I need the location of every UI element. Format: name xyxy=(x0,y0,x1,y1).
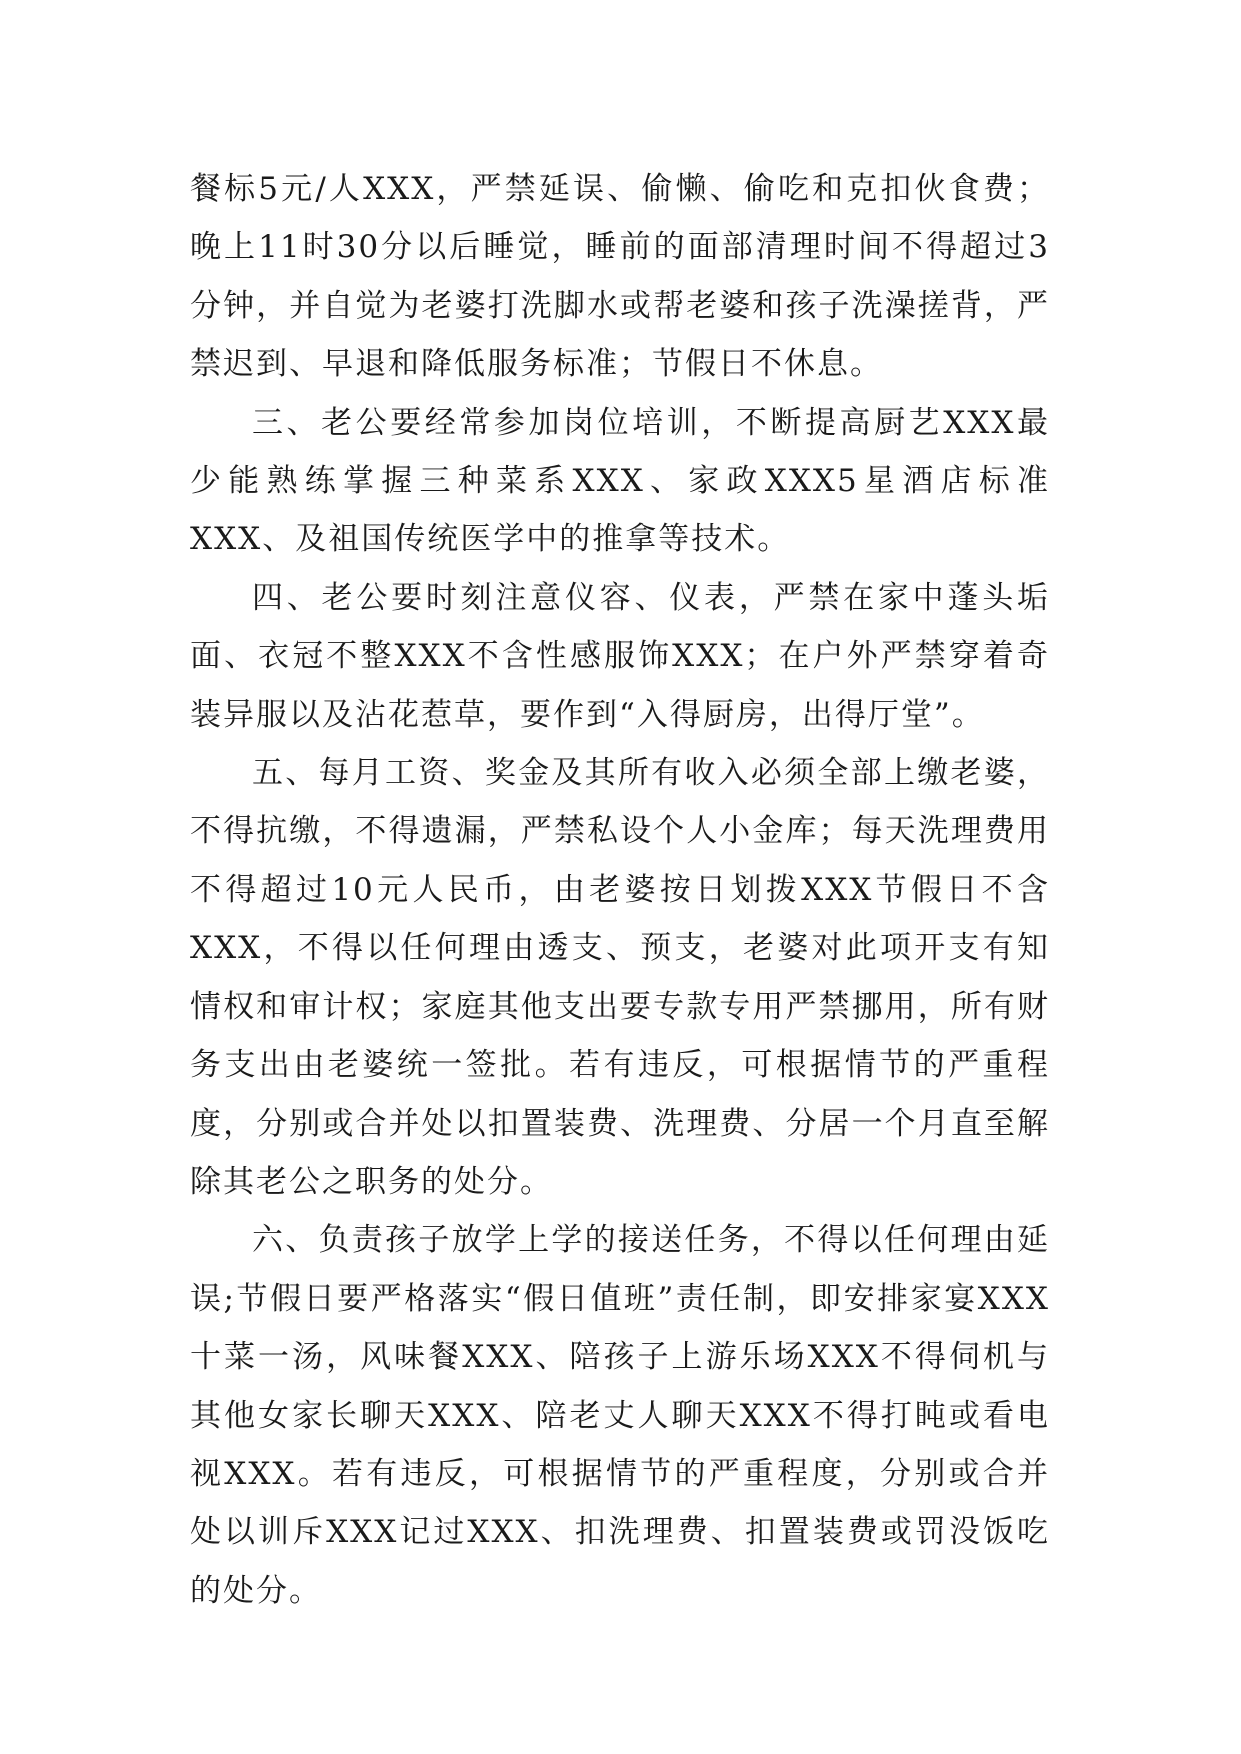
document-body xyxy=(190,160,1050,1620)
paragraph-section-6: 六、负责孩子放学上学的接送任务，不得以任何理由延误;节假日要严格落实“假日值班”责任制，即安排家宴XXX十菜一汤，风味餐XXX、陪孩子上游乐场XXX不得伺机与其他女家长聊天XXX、陪老丈人聊天XXX不得打盹或看电视XXX。若有违反，可根据情节的严重程度，分别或合并处以训斥XXX记过XXX、扣洗理费、扣置装费或罚没饭吃的处分。 xyxy=(190,1222,1050,1609)
paragraph-section-4: 四、老公要时刻注意仪容、仪表，严禁在家中蓬头垢面、衣冠不整XXX不含性感服饰XXX；在户外严禁穿着奇装异服以及沾花惹草，要作到“入得厨房，出得厅堂”。 xyxy=(190,579,1050,733)
paragraph-section-3: 三、老公要经常参加岗位培训，不断提高厨艺XXX最少能熟练掌握三种菜系XXX、家政XXX5星酒店标准XXX、及祖国传统医学中的推拿等技术。 xyxy=(190,404,1050,558)
paragraph-continuation: 餐标5元/人XXX，严禁延误、偷懒、偷吃和克扣伙食费；晚上11时30分以后睡觉，睡前的面部清理时间不得超过3分钟，并自觉为老婆打洗脚水或帮老婆和孩子洗澡搓背，严禁迟到、早退和降低服务标准；节假日不休息。 xyxy=(190,171,1050,383)
paragraph-section-5: 五、每月工资、奖金及其所有收入必须全部上缴老婆，不得抗缴，不得遗漏，严禁私设个人小金库；每天洗理费用不得超过10元人民币，由老婆按日划拨XXX节假日不含XXX，不得以任何理由透支、预支，老婆对此项开支有知情权和审计权；家庭其他支出要专款专用严禁挪用，所有财务支出由老婆统一签批。若有违反，可根据情节的严重程度，分别或合并处以扣置装费、洗理费、分居一个月直至解除其老公之职务的处分。 xyxy=(190,755,1050,1200)
